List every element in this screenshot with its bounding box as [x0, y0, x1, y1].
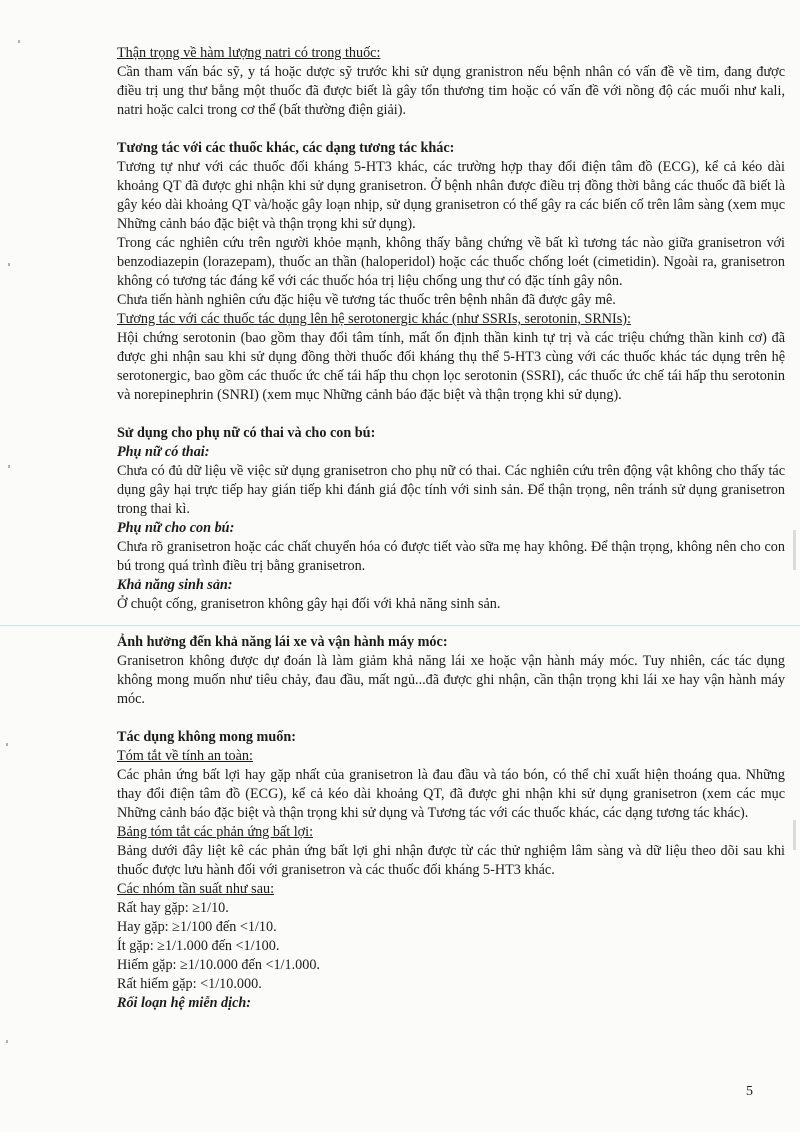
- fertility-label: Khả năng sinh sản:: [117, 577, 233, 593]
- breastfeeding-text: Chưa rõ granisetron hoặc các chất chuyển hóa có được tiết vào sữa mẹ hay không. Để thận trọng, không nên cho con bú trong quá trình điều trị bằng granisetron.: [117, 539, 785, 574]
- serotonergic-subheading: Tương tác với các thuốc tác dụng lên hệ serotonergic khác (như SSRIs, serotonin, SRNIs):: [117, 311, 631, 327]
- driving-text: Granisetron không được dự đoán là làm giảm khả năng lái xe hoặc vận hành máy móc. Tuy nhiên, các tác dụng không mong muốn như tiêu chảy, đau đầu, mất ngủ...đã được ghi nhận, cần thận trọng khi lái xe hay vận hành máy móc.: [117, 653, 785, 707]
- page-number: 5: [746, 1084, 753, 1099]
- scan-speck: [6, 743, 8, 746]
- pregnant-women-label: Phụ nữ có thai:: [117, 444, 210, 460]
- page-content: [117, 44, 785, 1013]
- scan-artifact-line: [0, 625, 800, 626]
- pregnancy-heading: Sử dụng cho phụ nữ có thai và cho con bú:: [117, 425, 376, 441]
- frequency-rare: Hiếm gặp: ≥1/10.000 đến <1/1.000.: [117, 957, 320, 973]
- frequency-very-rare: Rất hiếm gặp: <1/10.000.: [117, 976, 262, 992]
- breastfeeding-label: Phụ nữ cho con bú:: [117, 520, 235, 536]
- scan-speck: [8, 263, 10, 266]
- interactions-paragraph-1: Tương tự như với các thuốc đối kháng 5-HT3 khác, các trường hợp thay đổi điện tâm đồ (ECG), kể cả kéo dài khoảng QT đã được ghi nhận khi sử dụng granisetron. Ở bệnh nhân được điều trị đồng thời bằng các thuốc đã biết là gây kéo dài khoảng QT và/hoặc gây loạn nhịp, sử dụng granisetron có thể gây ra các biến cố trên lâm sàng (xem mục Những cảnh báo đặc biệt và thận trọng khi sử dụng).: [117, 159, 785, 232]
- safety-summary-text: Các phản ứng bất lợi hay gặp nhất của granisetron là đau đầu và táo bón, có thể chỉ xuất hiện thoáng qua. Những thay đổi điện tâm đồ (ECG), kể cả kéo dài khoảng QT, đã được ghi nhận khi sử dụng granisetron (xem các mục Những cảnh báo đặc biệt và thận trọng khi sử dụng và Tương tác với các thuốc khác, các dạng tương tác khác).: [117, 767, 785, 821]
- scan-speck: [6, 1040, 8, 1043]
- serotonergic-text: Hội chứng serotonin (bao gồm thay đổi tâm tính, mất ổn định thần kinh tự trị và các triệu chứng thần kinh cơ) đã được ghi nhận sau khi sử dụng đồng thời thuốc đối kháng thụ thể 5-HT3 cùng với các thuốc khác tác dụng trên hệ serotonergic, bao gồm các thuốc ức chế tái hấp thu chọn lọc serotonin (SSRI), các thuốc ức chế tái hấp thu serotonin và norepinephrin (SNRI) (xem mục Những cảnh báo đặc biệt và thận trọng khi sử dụng).: [117, 330, 785, 403]
- frequency-common: Hay gặp: ≥1/100 đến <1/10.: [117, 919, 277, 935]
- interactions-paragraph-2: Trong các nghiên cứu trên người khỏe mạnh, không thấy bằng chứng về bất kì tương tác nào giữa granisetron với benzodiazepin (lorazepam), thuốc an thần (haloperidol) hoặc các thuốc chống loét (cimetidin). Ngoài ra, granisetron không có tương tác đáng kể với các thuốc hóa trị liệu chống ung thư có đặc tính gây nôn.: [117, 235, 785, 289]
- adverse-effects-heading: Tác dụng không mong muốn:: [117, 729, 296, 745]
- driving-heading: Ảnh hưởng đến khả năng lái xe và vận hành máy móc:: [117, 634, 448, 650]
- immune-disorders-label: Rối loạn hệ miễn dịch:: [117, 995, 252, 1011]
- scan-edge-mark: [793, 530, 796, 570]
- frequency-groups-heading: Các nhóm tần suất như sau:: [117, 881, 275, 897]
- scan-speck: [18, 40, 20, 43]
- fertility-text: Ở chuột cống, granisetron không gây hại đối với khả năng sinh sản.: [117, 596, 501, 612]
- sodium-caution-text: Cần tham vấn bác sỹ, y tá hoặc dược sỹ trước khi sử dụng granistron nếu bệnh nhân có vấn đề về tim, đang được điều trị ung thư bằng một thuốc đã được biết là gây tổn thương tim hoặc có vấn đề với nồng độ các muối như kali, natri hoặc calci trong cơ thể (bất thường điện giải).: [117, 64, 785, 118]
- scan-speck: [8, 465, 10, 468]
- sodium-caution-heading: Thận trọng về hàm lượng natri có trong thuốc:: [117, 45, 381, 61]
- adverse-table-heading: Bảng tóm tắt các phản ứng bất lợi:: [117, 824, 314, 840]
- adverse-table-text: Bảng dưới đây liệt kê các phản ứng bất lợi ghi nhận được từ các thử nghiệm lâm sàng và dữ liệu theo dõi sau khi thuốc được lưu hành đối với granisetron và các thuốc đối kháng 5-HT3 khác.: [117, 843, 785, 878]
- frequency-very-common: Rất hay gặp: ≥1/10.: [117, 900, 229, 916]
- safety-summary-heading: Tóm tắt về tính an toàn:: [117, 748, 253, 764]
- frequency-uncommon: Ít gặp: ≥1/1.000 đến <1/100.: [117, 938, 280, 954]
- interactions-paragraph-3: Chưa tiến hành nghiên cứu đặc hiệu về tương tác thuốc trên bệnh nhân đã được gây mê.: [117, 292, 616, 308]
- scan-edge-mark: [793, 820, 796, 850]
- interactions-heading: Tương tác với các thuốc khác, các dạng tương tác khác:: [117, 140, 455, 156]
- pregnant-women-text: Chưa có đủ dữ liệu về việc sử dụng granisetron cho phụ nữ có thai. Các nghiên cứu trên động vật không cho thấy tác dụng gây hại trực tiếp hay gián tiếp khi đánh giá độc tính với sinh sản. Để thận trọng, nên tránh sử dụng granisetron trong thai kì.: [117, 463, 785, 517]
